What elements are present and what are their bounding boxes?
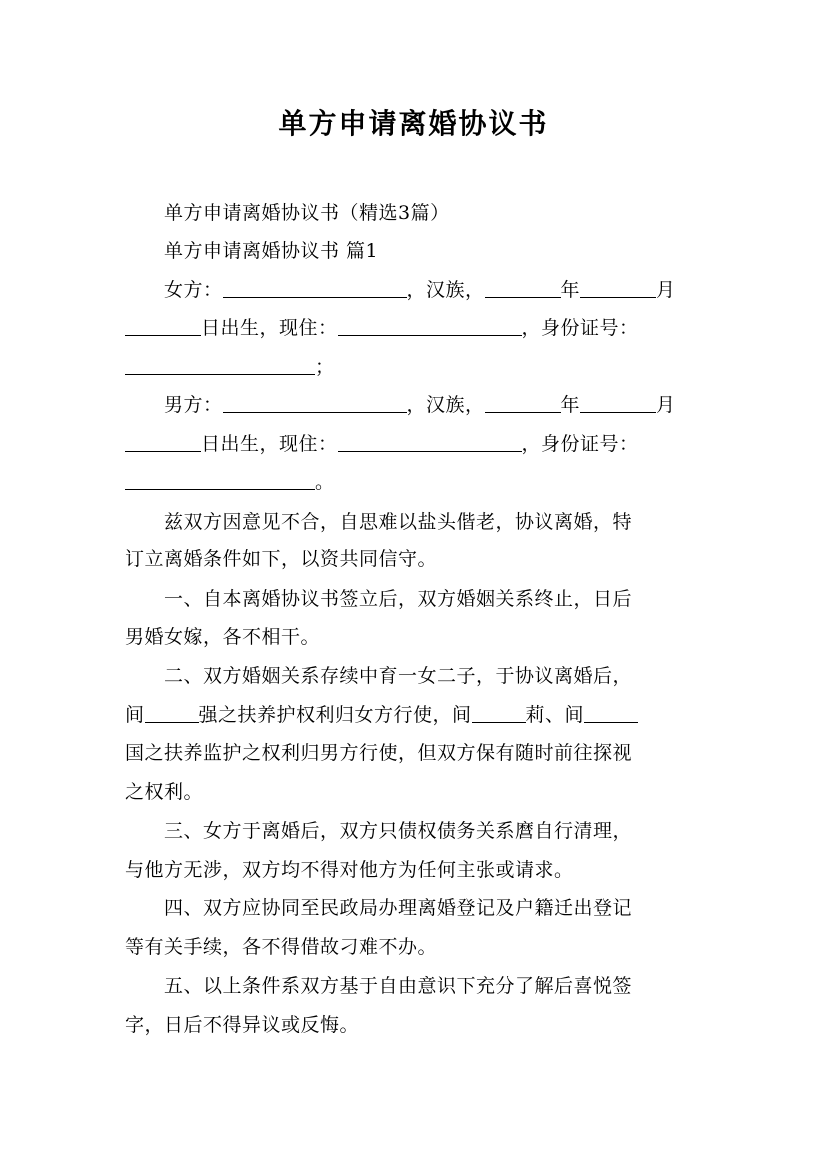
female-name-blank: [223, 277, 407, 298]
female-month-text: 月: [656, 279, 676, 301]
male-line-3: [125, 467, 703, 497]
child-1-blank: [145, 702, 199, 723]
clause-4-line-2: 等有关手续，各不得借故刁难不办。: [125, 936, 438, 958]
male-name-blank: [223, 392, 407, 413]
child-3-blank: [584, 702, 638, 723]
document-title: 单方申请离婚协议书: [278, 107, 549, 140]
male-id-text: ，身份证号：: [521, 433, 639, 455]
male-line-2: [125, 429, 703, 459]
clause-5-line-2: 字，日后不得异议或反悔。: [125, 1014, 360, 1036]
male-label: 男方：: [164, 394, 223, 416]
intro-line-1: 兹双方因意见不合，自思难以盐头偕老，协议离婚，特: [164, 511, 633, 533]
male-born-text: 日出生，现住：: [201, 433, 338, 455]
clause-2-line-3: 国之扶养监护之权利归男方行使，但双方保有随时前往探视: [125, 742, 633, 764]
male-end: 。: [315, 471, 335, 493]
clause-2-text-1: 强之扶养护权利归女方行使，间: [198, 704, 472, 726]
male-day-blank: [125, 431, 201, 452]
clause-2-surname-1: 间: [125, 704, 145, 726]
female-end: ；: [315, 356, 335, 378]
clause-2-line-2: [125, 700, 703, 730]
clause-3-line-2: 与他方无涉，双方均不得对他方为任何主张或请求。: [125, 859, 574, 881]
section-heading: 单方申请离婚协议书 篇1: [164, 240, 379, 262]
female-line-2: [125, 313, 703, 343]
female-label: 女方：: [164, 279, 223, 301]
female-year-text: 年: [560, 279, 581, 301]
clause-1-line-1: 一、自本离婚协议书签立后，双方婚姻关系终止，日后: [164, 588, 633, 610]
male-year-blank: [485, 392, 561, 413]
female-day-blank: [125, 315, 201, 336]
male-month-text: 月: [656, 394, 676, 416]
clause-4-line-1: 四、双方应协同至民政局办理离婚登记及户籍迁出登记: [164, 897, 633, 919]
clause-2-line-1: 二、双方婚姻关系存续中育一女二子，于协议离婚后，: [164, 665, 633, 687]
child-2-blank: [472, 702, 526, 723]
female-address-blank: [338, 315, 522, 336]
female-id-blank: [125, 354, 315, 375]
clause-2-line-4: 之权利。: [125, 781, 204, 803]
female-ethnic-text: ，汉族，: [406, 279, 485, 301]
female-line-1: [164, 275, 703, 305]
female-year-blank: [485, 277, 561, 298]
document-subtitle: 单方申请离婚协议书（精选3篇）: [164, 202, 450, 224]
clause-5-line-1: 五、以上条件系双方基于自由意识下充分了解后喜悦签: [164, 975, 633, 997]
female-id-text: ，身份证号：: [521, 317, 639, 339]
male-month-blank: [580, 392, 656, 413]
male-year-text: 年: [560, 394, 581, 416]
male-address-blank: [338, 431, 522, 452]
male-id-blank: [125, 469, 315, 490]
clause-1-line-2: 男婚女嫁，各不相干。: [125, 626, 321, 648]
female-month-blank: [580, 277, 656, 298]
clause-2-text-2: 莉、间: [525, 704, 585, 726]
male-ethnic-text: ，汉族，: [406, 394, 485, 416]
female-line-3: [125, 352, 703, 382]
female-born-text: 日出生，现住：: [201, 317, 338, 339]
male-line-1: [164, 390, 703, 420]
intro-line-2: 订立离婚条件如下，以资共同信守。: [125, 548, 438, 570]
clause-3-line-1: 三、女方于离婚后，双方只债权债务关系麿自行清理，: [164, 820, 633, 842]
